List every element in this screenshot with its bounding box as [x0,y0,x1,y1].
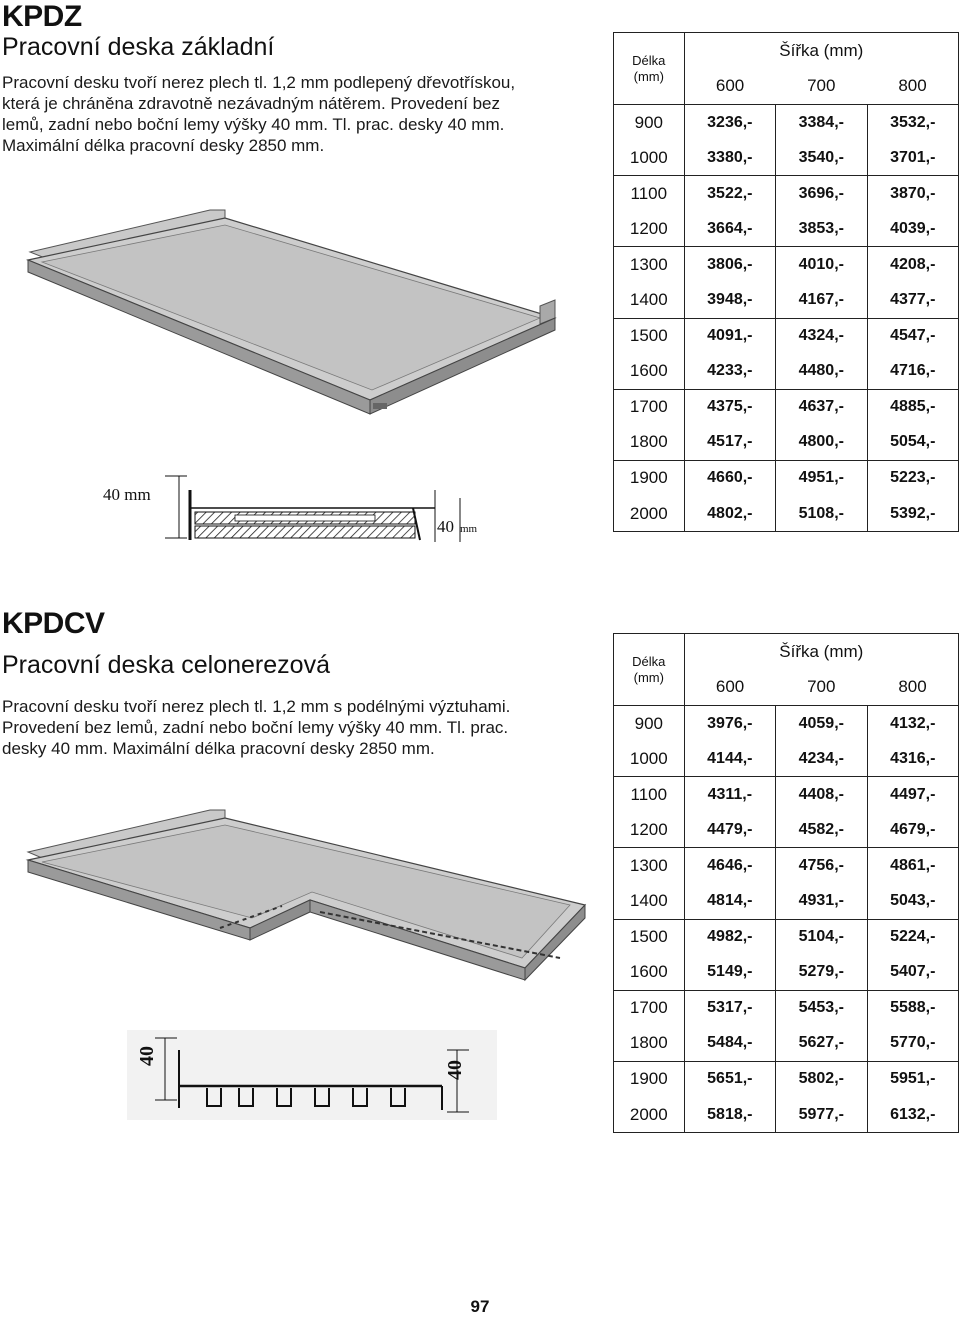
kpdz-code: KPDZ [2,0,82,33]
table-row [614,777,959,813]
kpdz-description [2,72,592,156]
price-cell: 4039,- [867,211,958,247]
table-row [614,741,959,777]
price-cell: 5279,- [776,955,867,991]
length-cell: 1400 [614,282,685,318]
price-cell: 4408,- [776,777,867,813]
price-cell: 4802,- [684,496,775,532]
length-cell: 1000 [614,741,685,777]
price-cell: 5484,- [684,1026,775,1062]
price-cell: 4324,- [776,318,867,354]
price-cell: 4547,- [867,318,958,354]
price-cell: 4375,- [684,389,775,425]
kpdcv-worktop-illustration [20,800,590,1000]
price-cell: 4059,- [776,706,867,742]
price-cell: 4982,- [684,919,775,955]
price-cell: 4582,- [776,812,867,848]
price-cell: 4716,- [867,354,958,390]
page-number: 97 [470,1297,490,1316]
price-cell: 3532,- [867,105,958,141]
price-cell: 4091,- [684,318,775,354]
table-row [614,247,959,283]
price-cell: 4233,- [684,354,775,390]
price-cell: 4377,- [867,282,958,318]
kpdcv-desc-line: desky 40 mm. Maximální délka pracovní desky 2850 mm. [2,739,435,758]
price-cell: 5977,- [776,1097,867,1133]
price-cell: 4167,- [776,282,867,318]
table-row [614,1061,959,1097]
table-row [614,460,959,496]
table-row [614,955,959,991]
price-cell: 5407,- [867,955,958,991]
price-cell: 4931,- [776,883,867,919]
price-cell: 5588,- [867,990,958,1026]
table-row [614,176,959,212]
length-cell: 1300 [614,848,685,884]
length-header-unit: (mm) [633,68,664,84]
price-cell: 4861,- [867,848,958,884]
price-cell: 3522,- [684,176,775,212]
kpdz-dim-right-unit: mm [460,523,478,535]
price-cell: 5951,- [867,1061,958,1097]
price-cell: 5054,- [867,425,958,461]
width-600: 600 [684,670,775,706]
width-800: 800 [867,670,958,706]
kpdz-desc-line: Pracovní desku tvoří nerez plech tl. 1,2 mm podlepený dřevotřískou, [2,73,516,92]
table-row [614,919,959,955]
length-cell: 900 [614,706,685,742]
kpdz-cross-section [95,470,495,550]
price-cell: 4480,- [776,354,867,390]
length-cell: 2000 [614,496,685,532]
price-cell: 3806,- [684,247,775,283]
price-cell: 5453,- [776,990,867,1026]
width-700: 700 [776,69,867,105]
price-cell: 3664,- [684,211,775,247]
price-cell: 4885,- [867,389,958,425]
kpdcv-desc-line: Pracovní desku tvoří nerez plech tl. 1,2 mm s podélnými výztuhami. [2,697,511,716]
kpdcv-dim-left: 40 [136,1046,158,1066]
table-row [614,883,959,919]
length-cell: 1100 [614,777,685,813]
length-cell: 1300 [614,247,685,283]
width-600: 600 [684,69,775,105]
price-cell: 3976,- [684,706,775,742]
kpdz-dim-right-num: 40 [437,517,454,536]
kpdz-desc-line: lemů, zadní nebo boční lemy výšky 40 mm. Tl. prac. desky 40 mm. [2,115,505,134]
length-cell: 900 [614,105,685,141]
table-row [614,706,959,742]
kpdcv-code: KPDCV [2,607,105,640]
table-row [614,848,959,884]
width-header: Šířka (mm) [684,634,958,670]
price-cell: 5818,- [684,1097,775,1133]
price-cell: 5317,- [684,990,775,1026]
length-header-word: Délka [632,52,666,68]
kpdcv-dim-right: 40 [444,1060,466,1080]
price-cell: 5223,- [867,460,958,496]
table-row [614,425,959,461]
table-row [614,1097,959,1133]
price-cell: 3701,- [867,140,958,176]
length-cell: 1000 [614,140,685,176]
price-cell: 3948,- [684,282,775,318]
price-cell: 5802,- [776,1061,867,1097]
table-row [614,105,959,141]
length-cell: 1800 [614,425,685,461]
price-cell: 4132,- [867,706,958,742]
length-header [614,634,685,706]
kpdz-desc-line: která je chráněna zdravotně nezávadným nátěrem. Provedení bez [2,94,501,113]
price-cell: 3384,- [776,105,867,141]
price-cell: 6132,- [867,1097,958,1133]
price-cell: 4144,- [684,741,775,777]
length-cell: 1600 [614,955,685,991]
price-cell: 5392,- [867,496,958,532]
length-cell: 2000 [614,1097,685,1133]
length-cell: 1600 [614,354,685,390]
kpdcv-price-table [613,633,959,1133]
kpdz-title: Pracovní deska základní [2,33,275,61]
price-cell: 3540,- [776,140,867,176]
kpdz-price-table [613,32,959,532]
kpdz-worktop-illustration [20,200,560,440]
price-cell: 4010,- [776,247,867,283]
length-cell: 1200 [614,812,685,848]
table-row [614,812,959,848]
length-cell: 1500 [614,919,685,955]
price-cell: 4660,- [684,460,775,496]
price-cell: 4637,- [776,389,867,425]
length-cell: 1400 [614,883,685,919]
price-cell: 5043,- [867,883,958,919]
table-row [614,140,959,176]
price-cell: 5104,- [776,919,867,955]
width-800: 800 [867,69,958,105]
table-row [614,282,959,318]
kpdcv-cross-section [127,1030,497,1120]
price-cell: 3870,- [867,176,958,212]
table-row [614,496,959,532]
length-header-unit: (mm) [633,669,664,685]
price-cell: 4679,- [867,812,958,848]
table-row [614,990,959,1026]
price-cell: 5651,- [684,1061,775,1097]
price-cell: 4517,- [684,425,775,461]
price-cell: 4756,- [776,848,867,884]
price-cell: 3380,- [684,140,775,176]
table-row [614,211,959,247]
kpdz-dim-left: 40 mm [103,485,151,504]
kpdcv-desc-line: Provedení bez lemů, zadní nebo boční lemy výšky 40 mm. Tl. prac. [2,718,509,737]
price-cell: 5224,- [867,919,958,955]
price-cell: 4497,- [867,777,958,813]
price-cell: 4951,- [776,460,867,496]
length-cell: 1700 [614,389,685,425]
price-cell: 3236,- [684,105,775,141]
table-row [614,389,959,425]
table-row [614,354,959,390]
price-cell: 4646,- [684,848,775,884]
length-header [614,33,685,105]
width-header: Šířka (mm) [684,33,958,69]
kpdcv-description [2,696,602,759]
table-row [614,1026,959,1062]
kpdz-desc-line: Maximální délka pracovní desky 2850 mm. [2,136,325,155]
price-cell: 4800,- [776,425,867,461]
length-cell: 1900 [614,460,685,496]
length-cell: 1500 [614,318,685,354]
price-cell: 4234,- [776,741,867,777]
length-cell: 1100 [614,176,685,212]
length-cell: 1200 [614,211,685,247]
length-cell: 1900 [614,1061,685,1097]
price-cell: 4311,- [684,777,775,813]
kpdcv-title: Pracovní deska celonerezová [2,651,330,679]
length-cell: 1700 [614,990,685,1026]
price-cell: 3853,- [776,211,867,247]
price-cell: 4208,- [867,247,958,283]
length-cell: 1800 [614,1026,685,1062]
price-cell: 3696,- [776,176,867,212]
price-cell: 4814,- [684,883,775,919]
width-700: 700 [776,670,867,706]
price-cell: 5770,- [867,1026,958,1062]
price-cell: 5108,- [776,496,867,532]
table-row [614,318,959,354]
length-header-word: Délka [632,653,666,669]
price-cell: 5149,- [684,955,775,991]
price-cell: 4479,- [684,812,775,848]
price-cell: 5627,- [776,1026,867,1062]
price-cell: 4316,- [867,741,958,777]
